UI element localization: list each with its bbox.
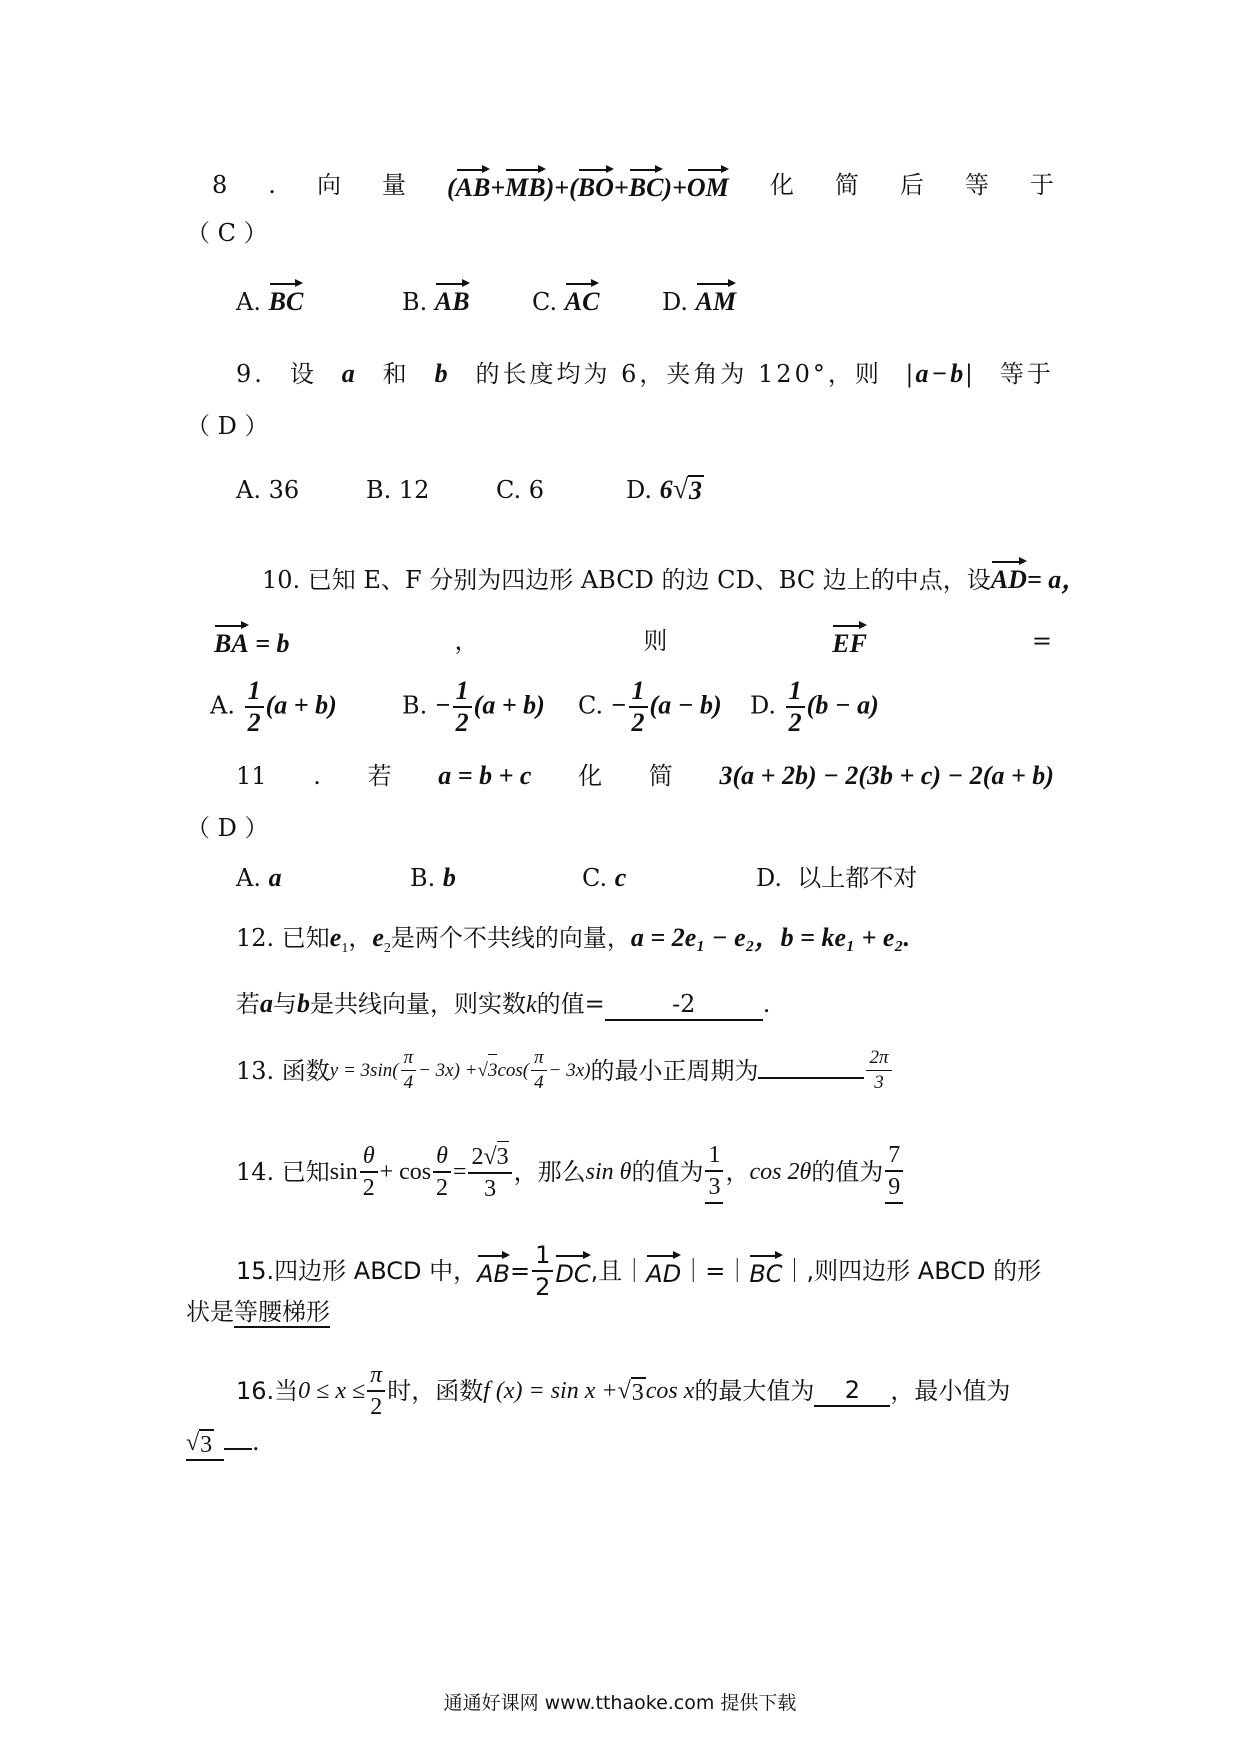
q11-answer: （ D ）: [186, 814, 269, 842]
q11-condition: a = b + c: [438, 761, 532, 790]
q8-dot: .: [268, 171, 276, 199]
q11-text: 若: [367, 762, 392, 790]
q9-abs-expression: |a−b|: [906, 359, 975, 388]
q10-option-d: D. $\frac{1}{2}$ (b − a): [750, 676, 879, 737]
q12-b-definition: b = ke₁ + e₂.: [780, 923, 911, 952]
q12-a-definition: a = 2e₁ − e₂，: [630, 923, 781, 952]
q10-vector-ad: AD: [991, 558, 1027, 596]
q13-answer-blank: [758, 1056, 864, 1086]
q11-number: 11: [236, 762, 267, 790]
q15-vector-bc: BC: [749, 1252, 782, 1290]
page-footer: 通通好课网 www.tthaoke.com 提供下载: [443, 1692, 797, 1714]
q9-option-c: C. 6: [496, 476, 545, 504]
q15-answer: 等腰梯形: [234, 1298, 330, 1326]
q14-line: 14. 已知 sin $\frac{\theta}{2}$ + cos $\frac{\theta}{2}$ = 2 √ 3 3 ，那么 sin θ 的值为 $\frac{1}{3}$ ， cos 2θ 的值为 $\frac{7}{9}$: [236, 1140, 905, 1204]
q11-expression: 3(a + 2b) − 2(3b + c) − 2(a + b): [719, 761, 1054, 790]
q13-line: 13. 函数 y = 3sin( $\frac{\pi}{4}$ − 3x) + √ 3 cos( $\frac{\pi}{4}$ − 3x) 的最小正周期为 $\frac{2\pi}{3}$: [236, 1046, 894, 1095]
q8-option-b: B. AB: [402, 280, 470, 318]
q11-line: [236, 760, 1054, 792]
q8-option-c: C. AC: [532, 280, 599, 318]
q15-line-2: 状是等腰梯形: [186, 1298, 330, 1326]
q8-answer: （ C ）: [186, 219, 268, 247]
q9-vector-a: a: [341, 359, 358, 388]
q10-option-b: B. − $\frac{1}{2}$ (a + b): [402, 676, 545, 737]
q10-line-2: [214, 622, 1052, 660]
q10-ba-eq: BA = b: [214, 622, 290, 660]
q11-option-b: B. b: [410, 863, 456, 892]
q10-line-1: 10. 已知 E、F 分别为四边形 ABCD 的边 CD、BC 边上的中点，设AD= a，: [262, 558, 1087, 596]
q9-text: 和: [382, 360, 410, 388]
q13-answer: $\frac{2\pi}{3}$: [866, 1046, 891, 1095]
q8-word: 量: [381, 171, 406, 199]
q11-dot: .: [313, 762, 321, 790]
q12-line-1: 12. 已知$e_1$，$e_2$是两个不共线的向量，a = 2e₁ − e₂，b = ke₁ + e₂.: [236, 923, 911, 956]
q10-vector-ef: EF: [832, 622, 867, 660]
q9-option-d: D. 6 √ 3: [626, 474, 703, 505]
q11-option-c: C. c: [582, 863, 627, 892]
q9-text: 设: [289, 360, 317, 388]
q15-vector-dc: DC: [555, 1252, 590, 1290]
q8-word: 于: [1029, 171, 1054, 199]
q12-answer-blank: -2: [605, 989, 763, 1021]
q10-option-c: C. − $\frac{1}{2}$ (a − b): [578, 676, 722, 737]
q8-word: 等: [964, 171, 989, 199]
q9-option-b: B. 12: [366, 476, 430, 504]
q9-vector-b: b: [434, 359, 451, 388]
q11-option-a: A. a: [236, 863, 282, 892]
q15-vector-ad: AD: [646, 1252, 681, 1290]
q10-option-a: A. $\frac{1}{2}$ (a + b): [210, 676, 337, 737]
q9-text: 等于: [999, 360, 1054, 388]
q16-max-blank: 2: [814, 1375, 890, 1407]
q10-comma: ，: [454, 627, 479, 655]
q11-option-d: D. 以上都不对: [756, 864, 918, 892]
q12-line-2: 若a与b是共线向量，则实数k的值= -2 .: [236, 988, 770, 1021]
q9-number: 9.: [236, 360, 265, 388]
q16-line-1: 16.当 0 ≤ x ≤ $\frac{\pi}{2}$ 时，函数 f (x) = sin x + √ 3 cos x 的最大值为 2 ，最小值为: [236, 1362, 1011, 1420]
q10-equals: =: [1031, 627, 1052, 655]
q8-word: 向: [316, 171, 341, 199]
q8-expression: (AB+MB)+(BO+BC)+OM: [447, 166, 729, 204]
q11-text: 简: [648, 762, 673, 790]
q9-text: 的长度均为 6，夹角为 120°，则: [475, 360, 882, 388]
q10-then: 则: [643, 627, 668, 655]
q8-word: 化: [769, 171, 794, 199]
q8-word: 后: [899, 171, 924, 199]
q16-line-2: √ 3 .: [186, 1426, 260, 1461]
q15-line-1: 15.四边形 ABCD 中， AB = $\frac{1}{2}$ DC ,且｜ AD ｜=｜ BC ｜,则四边形 ABCD 的形: [236, 1241, 1042, 1301]
q8-option-d: D. AM: [662, 280, 736, 318]
q8-line: [212, 166, 1054, 204]
q11-text: 化: [578, 762, 603, 790]
q14-answer-sin: $\frac{1}{3}$: [705, 1140, 723, 1204]
q8-number: 8: [212, 171, 228, 199]
q9-option-a: A. 36: [236, 476, 300, 504]
q8-option-a: A. BC: [236, 280, 303, 318]
q15-vector-ab: AB: [477, 1252, 510, 1290]
q14-answer-cos: $\frac{7}{9}$: [885, 1140, 903, 1204]
q8-word: 简: [834, 171, 859, 199]
q14-rhs: 2 √ 3 3: [468, 1141, 511, 1204]
q16-min-answer: √ 3: [186, 1427, 224, 1461]
q9-answer: （ D ）: [186, 412, 269, 440]
q13-function: y = 3sin( $\frac{\pi}{4}$ − 3x) + √ 3 cos( $\frac{\pi}{4}$ − 3x): [329, 1047, 591, 1093]
q9-line: [236, 358, 1054, 390]
